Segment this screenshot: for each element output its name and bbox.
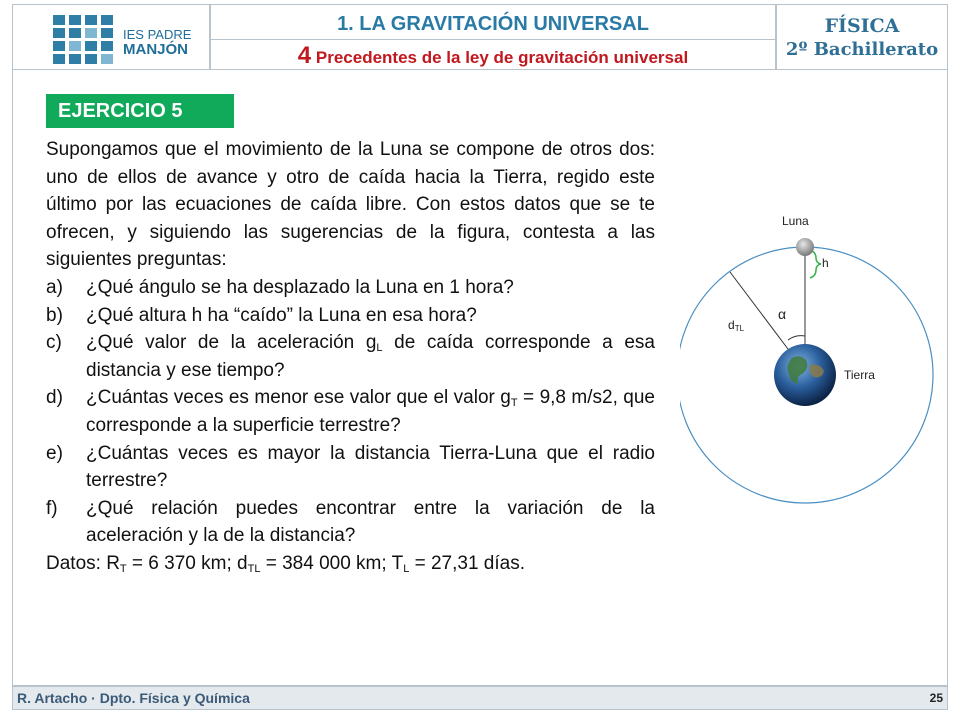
logo-line1: IES PADRE [123,27,192,42]
question-item: f) ¿Qué relación puedes encontrar entre la variación de la aceleración y la de la distancia? [46,497,655,547]
exercise-badge: EJERCICIO 5 [46,94,234,128]
earth-icon [774,344,836,406]
height-bracket [810,250,821,278]
question-item: e) ¿Cuántas veces es mayor la distancia Tierra-Luna que el radio terrestre? [46,442,655,492]
logo-grid-icon [53,15,115,65]
moon-label: Luna [782,214,809,228]
course-name: 2º Bachillerato [785,39,939,60]
page-number: 25 [929,691,943,705]
angle-arc [788,336,805,340]
subsection-text: Precedentes de la ley de gravitación universal [315,48,689,67]
orbit-figure [680,200,950,600]
school-logo [12,4,210,70]
subject-box [776,4,948,70]
subject-name: FÍSICA [824,15,900,37]
footer-author: R. Artacho · Dpto. Física y Química [17,690,250,706]
subsection-title [211,41,775,73]
question-item: c) ¿Qué valor de la aceleración $g_L$ de caída corresponde a esa distancia y ese tiempo? [46,332,655,381]
earth-label: Tierra [844,368,875,382]
question-item: a) ¿Qué ángulo se ha desplazado la Luna en 1 hora? [46,276,514,298]
distance-label: $d_{TL}$ [728,318,745,333]
logo-line2: MANJÓN [123,41,189,58]
exercise-body [46,136,655,578]
exercise-data: Datos: $R_T = 6$ 370 km; $d_{TL} = 384$ 000 km; $T_L = 27,31$ días. [46,552,525,575]
moon-icon [796,238,814,256]
height-label: h [822,256,829,270]
title-box [210,4,776,70]
section-title: 1. LA GRAVITACIÓN UNIVERSAL [211,9,775,40]
subsection-number: 4 [297,42,312,69]
question-item: d) ¿Cuántas veces es menor ese valor que el valor $g_T = 9,8$ m/s2, que corresponde a la superficie terrestre? [46,387,655,436]
orbit-diagram [680,200,950,600]
question-item: b) ¿Qué altura h ha “caído” la Luna en esa hora? [46,304,477,326]
angle-label: α [778,306,787,322]
footer-bar [12,686,948,710]
exercise-intro: Supongamos que el movimiento de la Luna se compone de otros dos: uno de ellos de avance y otro de caída hacia la Tierra, regido este último por las ecuaciones de caída libre. Con estos datos que se te ofrecen, y siguiendo las sugerencias de la figura, contesta a las siguientes preguntas: [46,139,655,271]
question-list [46,274,655,550]
